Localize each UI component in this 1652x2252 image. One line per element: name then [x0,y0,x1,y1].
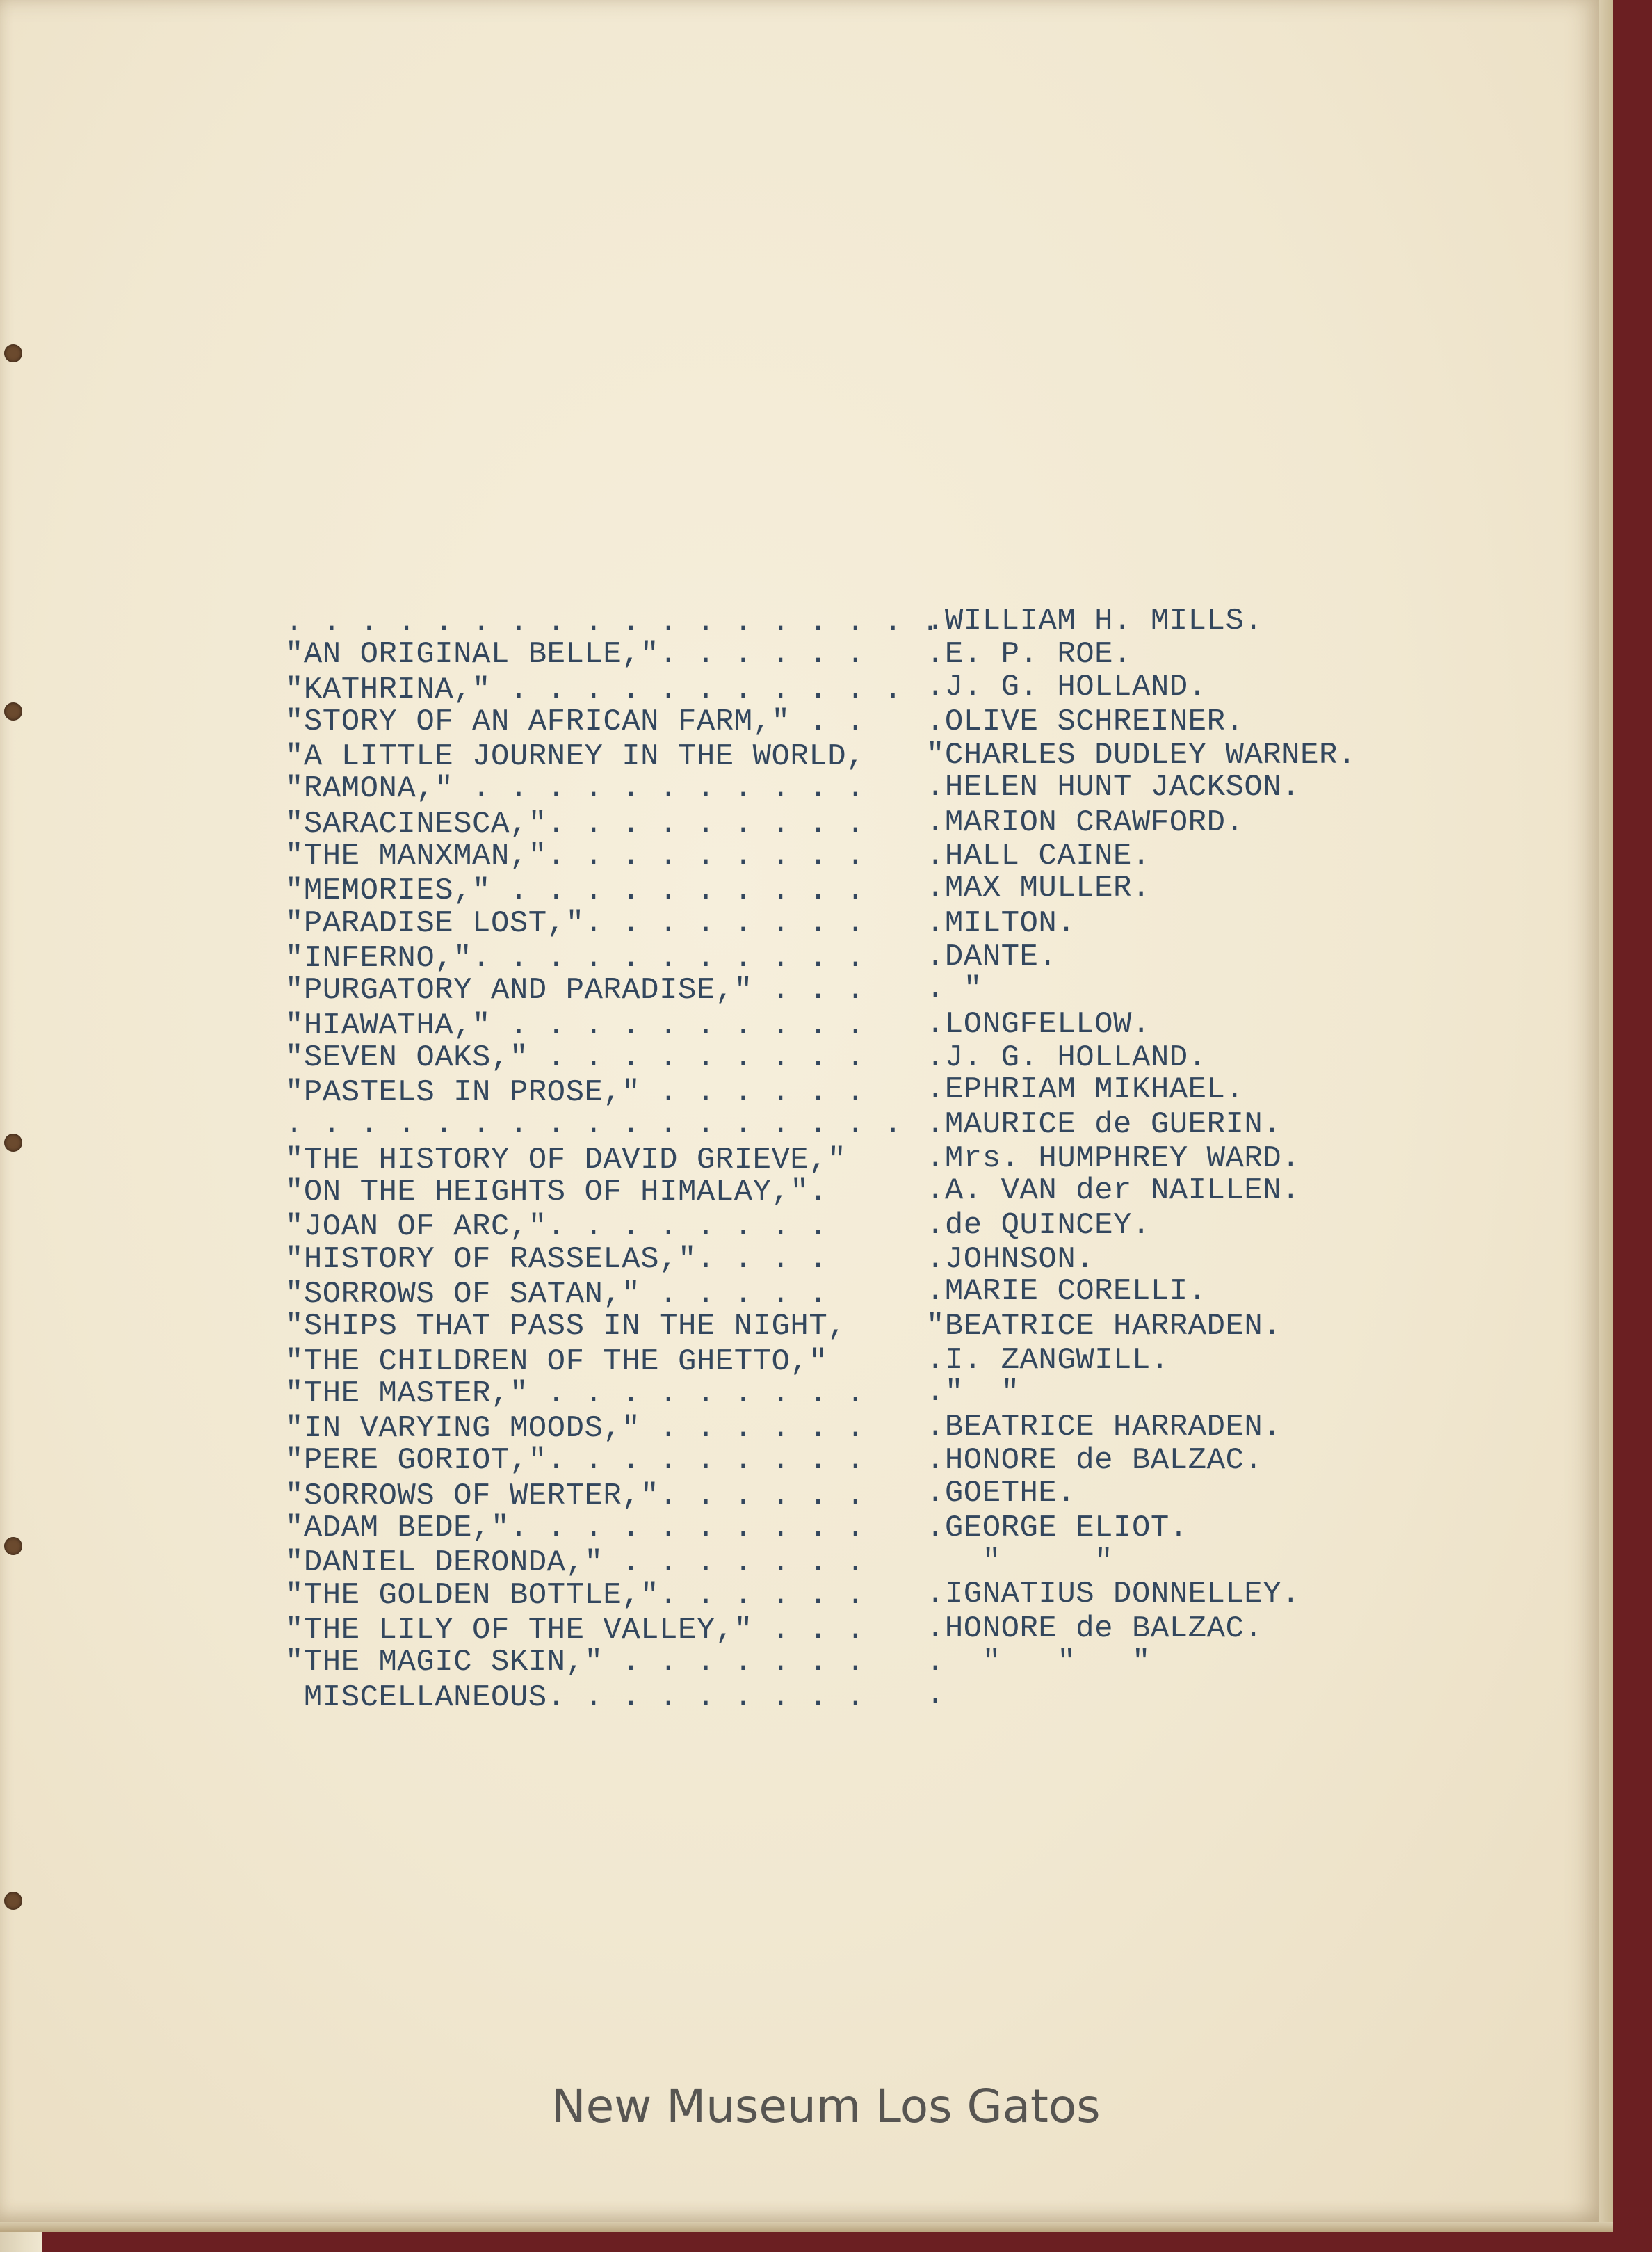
book-title: "THE HISTORY OF DAVID GRIEVE," [285,1142,847,1177]
book-title: "SORROWS OF SATAN," . . . . . [285,1276,828,1312]
book-author: .J. G. HOLLAND. [926,1040,1207,1075]
book-author: .HONORE de BALZAC. [926,1443,1263,1479]
list-item [285,973,1425,1006]
book-title: "SHIPS THAT PASS IN THE NIGHT, [285,1309,847,1344]
list-item [285,939,1425,976]
book-author: .GEORGE ELIOT. [926,1511,1188,1546]
book-author: .OLIVE SCHREINER. [926,704,1245,739]
book-title: "THE LILY OF THE VALLEY," . . . [285,1612,866,1648]
list-item [285,705,1425,738]
list-item [285,1242,1425,1276]
book-author: " " [926,1544,1114,1579]
book-title: "KATHRINA," . . . . . . . . . . . [285,672,902,707]
book-title: "THE CHILDREN OF THE GHETTO," [285,1344,828,1379]
list-item [285,1006,1425,1043]
book-author: .HONORE de BALZAC. [926,1611,1263,1646]
book-author: .MARION CRAWFORD. [926,805,1245,840]
page-bottom-edge [0,2222,1613,2232]
binding-hole [4,1892,22,1910]
book-title: "SORROWS OF WERTER,". . . . . . [285,1478,866,1513]
book-author: .Mrs. HUMPHREY WARD. [926,1141,1301,1176]
list-item [285,1141,1425,1175]
book-author: .MAURICE de GUERIN. [926,1107,1282,1143]
book-author: .de QUINCEY. [926,1208,1151,1244]
book-title: "A LITTLE JOURNEY IN THE WORLD, [285,739,866,775]
list-item [285,604,1425,640]
book-title: "ADAM BEDE,". . . . . . . . . . [285,1511,866,1546]
book-title: "PASTELS IN PROSE," . . . . . . [285,1075,866,1111]
watermark-text: New Museum Los Gatos [551,2080,1101,2133]
book-title: "PURGATORY AND PARADISE," . . . [285,973,866,1008]
list-item [285,805,1425,842]
book-author: .EPHRIAM MIKHAEL. [926,1072,1245,1108]
list-item [285,1477,1425,1511]
list-item [285,1544,1425,1581]
list-item [285,1072,1425,1111]
list-item [285,1342,1425,1379]
book-title: "MEMORIES," . . . . . . . . . . [285,874,866,909]
book-title: "ON THE HEIGHTS OF HIMALAY,". [285,1175,828,1210]
book-title: "THE GOLDEN BOTTLE,". . . . . . [285,1577,866,1613]
list-item [285,1443,1425,1477]
binding-hole [4,344,22,362]
binding-hole [4,1134,22,1152]
book-title: "INFERNO,". . . . . . . . . . . [285,940,866,976]
book-title: "JOAN OF ARC,". . . . . . . . [285,1209,828,1245]
list-item [285,1107,1425,1141]
book-author: .HELEN HUNT JACKSON. [926,770,1301,805]
page-fore-edge [1599,0,1613,2226]
binding-hole [4,702,22,721]
book-title: "PERE GORIOT,". . . . . . . . . [285,1443,866,1479]
book-author: .WILLIAM H. MILLS. [926,604,1263,638]
book-title: . . . . . . . . . . . . . . . . . [285,1107,902,1143]
book-title: "STORY OF AN AFRICAN FARM," . . [285,704,866,739]
list-item [285,1511,1425,1544]
book-title: "THE MANXMAN,". . . . . . . . . [285,839,866,874]
list-item [285,1040,1425,1074]
book-title: "HISTORY OF RASSELAS,". . . . [285,1241,828,1277]
book-author: .A. VAN der NAILLEN. [926,1173,1301,1209]
book-author: "CHARLES DUDLEY WARNER. [926,738,1357,773]
list-item [285,1645,1425,1678]
book-author: .J. G. HOLLAND. [926,669,1207,705]
book-title: . . . . . . . . . . . . . . . . . . [285,605,940,640]
book-author: .MAX MULLER. [926,871,1151,906]
book-author: .LONGFELLOW. [926,1006,1151,1042]
book-title: "AN ORIGINAL BELLE,". . . . . . [285,637,866,673]
book-title: "DANIEL DERONDA," . . . . . . . [285,1545,866,1581]
book-author: . " " " [926,1645,1151,1680]
list-item [285,906,1425,940]
book-author: . [926,1677,945,1712]
book-title: "SARACINESCA,". . . . . . . . . [285,806,866,842]
list-item [285,1410,1425,1447]
book-author: "BEATRICE HARRADEN. [926,1309,1282,1344]
book-author: .JOHNSON. [926,1241,1095,1277]
list-item [285,771,1425,805]
book-author: .BEATRICE HARRADEN. [926,1410,1282,1445]
list-item [285,1208,1425,1245]
list-item [285,1309,1425,1342]
book-author: .IGNATIUS DONNELLEY. [926,1576,1301,1611]
list-item [285,738,1425,775]
list-item [285,1578,1425,1611]
book-author: .MILTON. [926,906,1076,941]
list-item [285,871,1425,909]
book-author: ." " [926,1374,1020,1410]
book-author: .GOETHE. [926,1475,1076,1511]
book-title: "RAMONA," . . . . . . . . . . . [285,771,866,807]
list-item [285,1611,1425,1648]
book-title: MISCELLANEOUS. . . . . . . . . [285,1680,866,1715]
book-title: "THE MASTER," . . . . . . . . . [285,1376,866,1411]
book-author: .I. ZANGWILL. [926,1342,1169,1378]
list-item [285,839,1425,872]
book-author: . " [926,972,982,1007]
book-title: "THE MAGIC SKIN," . . . . . . . [285,1645,866,1680]
list-item [285,1175,1425,1208]
book-title: "PARADISE LOST,". . . . . . . . [285,906,866,941]
binding-hole [4,1537,22,1555]
book-author: .MARIE CORELLI. [926,1273,1207,1309]
book-author: .HALL CAINE. [926,839,1151,874]
book-author: .DANTE. [926,939,1058,974]
list-item [285,1273,1425,1312]
book-author: .E. P. ROE. [926,637,1132,673]
list-item [285,1677,1425,1715]
book-list [285,604,1425,1715]
book-title: "SEVEN OAKS," . . . . . . . . . [285,1040,866,1075]
book-title: "IN VARYING MOODS," . . . . . . [285,1411,866,1447]
list-item [285,637,1425,673]
list-item [285,671,1425,705]
list-item [285,1376,1425,1410]
book-title: "HIAWATHA," . . . . . . . . . . [285,1008,866,1043]
